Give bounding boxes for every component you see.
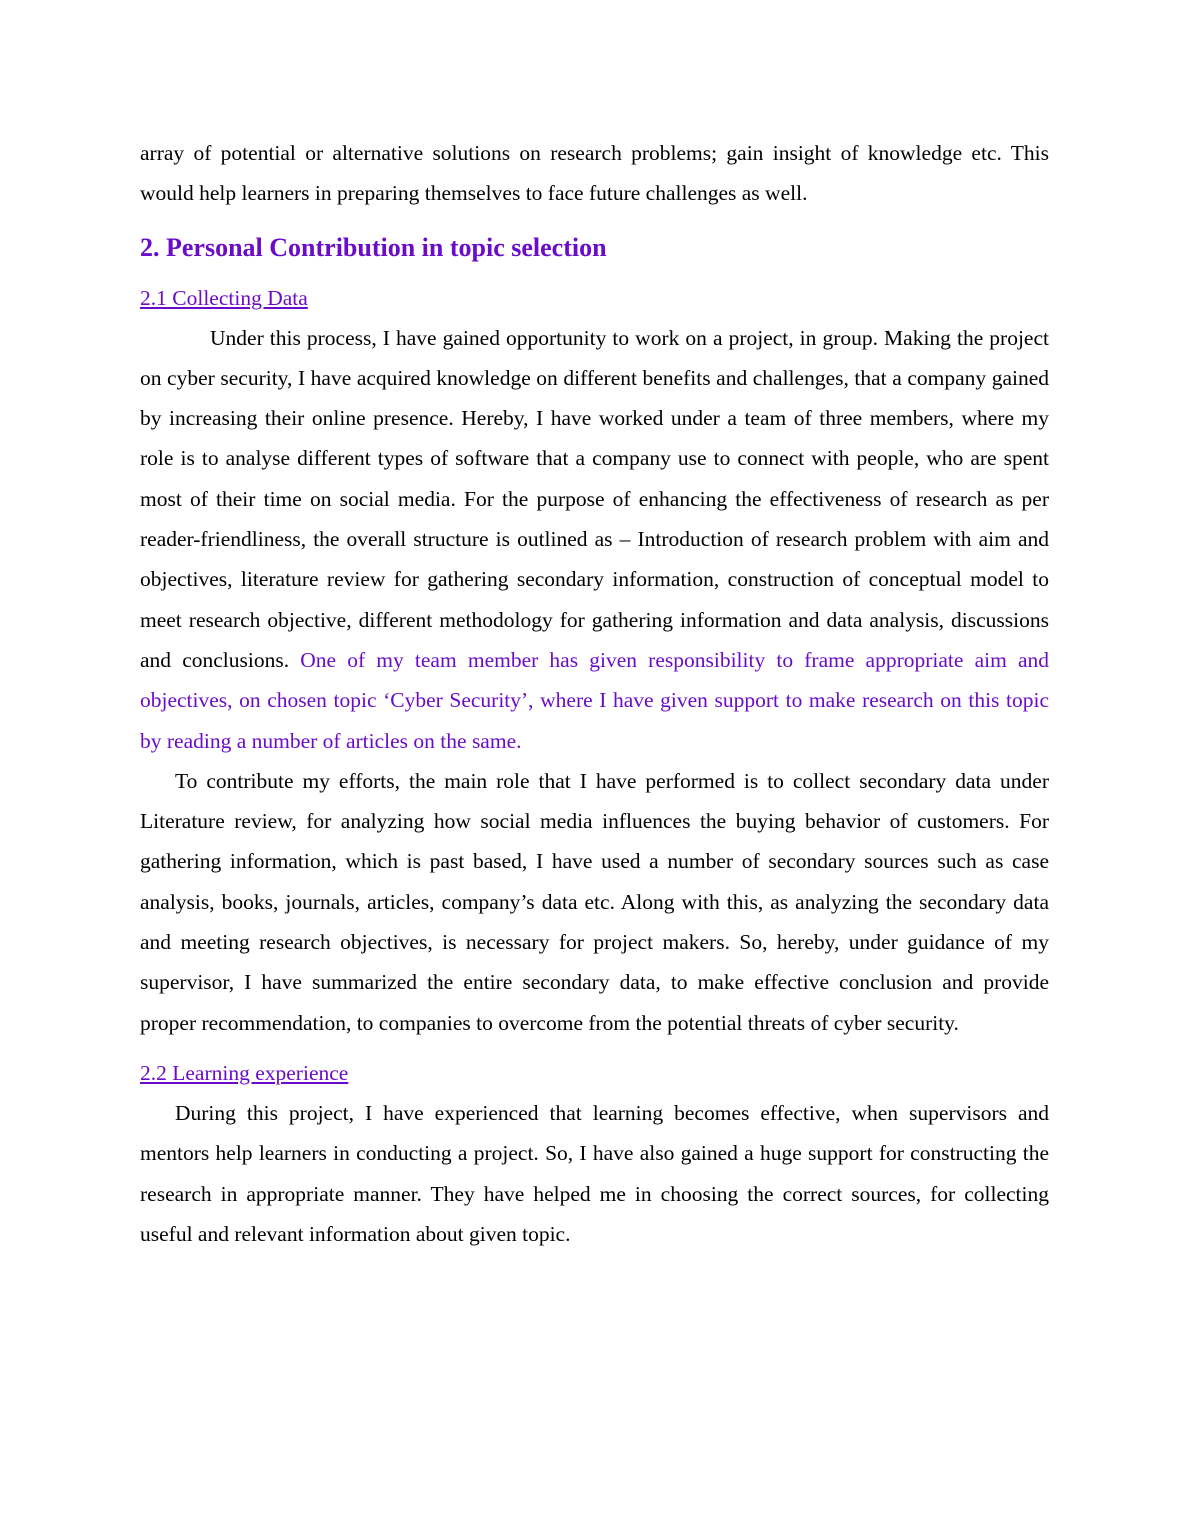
document-page	[140, 133, 1049, 1254]
collecting-data-paragraph-1	[140, 318, 1049, 761]
learning-experience-paragraph-1: During this project, I have experienced that learning becomes effective, when supervisors and mentors help learners in conducting a project. So, I have also gained a huge support for constructing the research in appropriate manner. They have helped me in choosing the correct sources, for collecting useful and relevant information about given topic.	[140, 1100, 1049, 1246]
intro-paragraph: array of potential or alternative solutions on research problems; gain insight of knowledge etc. This would help learners in preparing themselves to face future challenges as well.	[140, 141, 1049, 206]
collecting-data-paragraph-1-main: Under this process, I have gained opportunity to work on a project, in group. Making the project on cyber security, I have acquired knowledge on different benefits and challenges, that a company gained by increasing their online presence. Hereby, I have worked under a team of three members, where my role is to analyse different types of software that a company use to connect with people, who are spent most of their time on social media. For the purpose of enhancing the effectiveness of research as per reader-friendliness, the overall structure is outlined as – Introduction of research problem with aim and objectives, literature review for gathering secondary information, construction of conceptual model to meet research objective, different methodology for gathering information and data analysis, discussions and conclusions.	[140, 325, 1049, 672]
subsection-title-learning-experience: 2.2 Learning experience	[140, 1060, 349, 1085]
collecting-data-paragraph-2: To contribute my efforts, the main role that I have performed is to collect secondary data under Literature review, for analyzing how social media influences the buying behavior of customers. For gathering information, which is past based, I have used a number of secondary sources such as case analysis, books, journals, articles, company’s data etc. Along with this, as analyzing the secondary data and meeting research objectives, is necessary for project makers. So, hereby, under guidance of my supervisor, I have summarized the entire secondary data, to make effective conclusion and provide proper recommendation, to companies to overcome from the potential threats of cyber security.	[140, 768, 1049, 1035]
section-heading: 2. Personal Contribution in topic selection	[140, 232, 607, 262]
collecting-data-paragraph-1-highlight: One of my team member has given responsibility to frame appropriate aim and objectives, on chosen topic ‘Cyber Security’, where I have given support to make research on this topic by reading a number of articles on the same.	[140, 647, 1050, 753]
subsection-title-collecting-data: 2.1 Collecting Data	[140, 285, 308, 310]
